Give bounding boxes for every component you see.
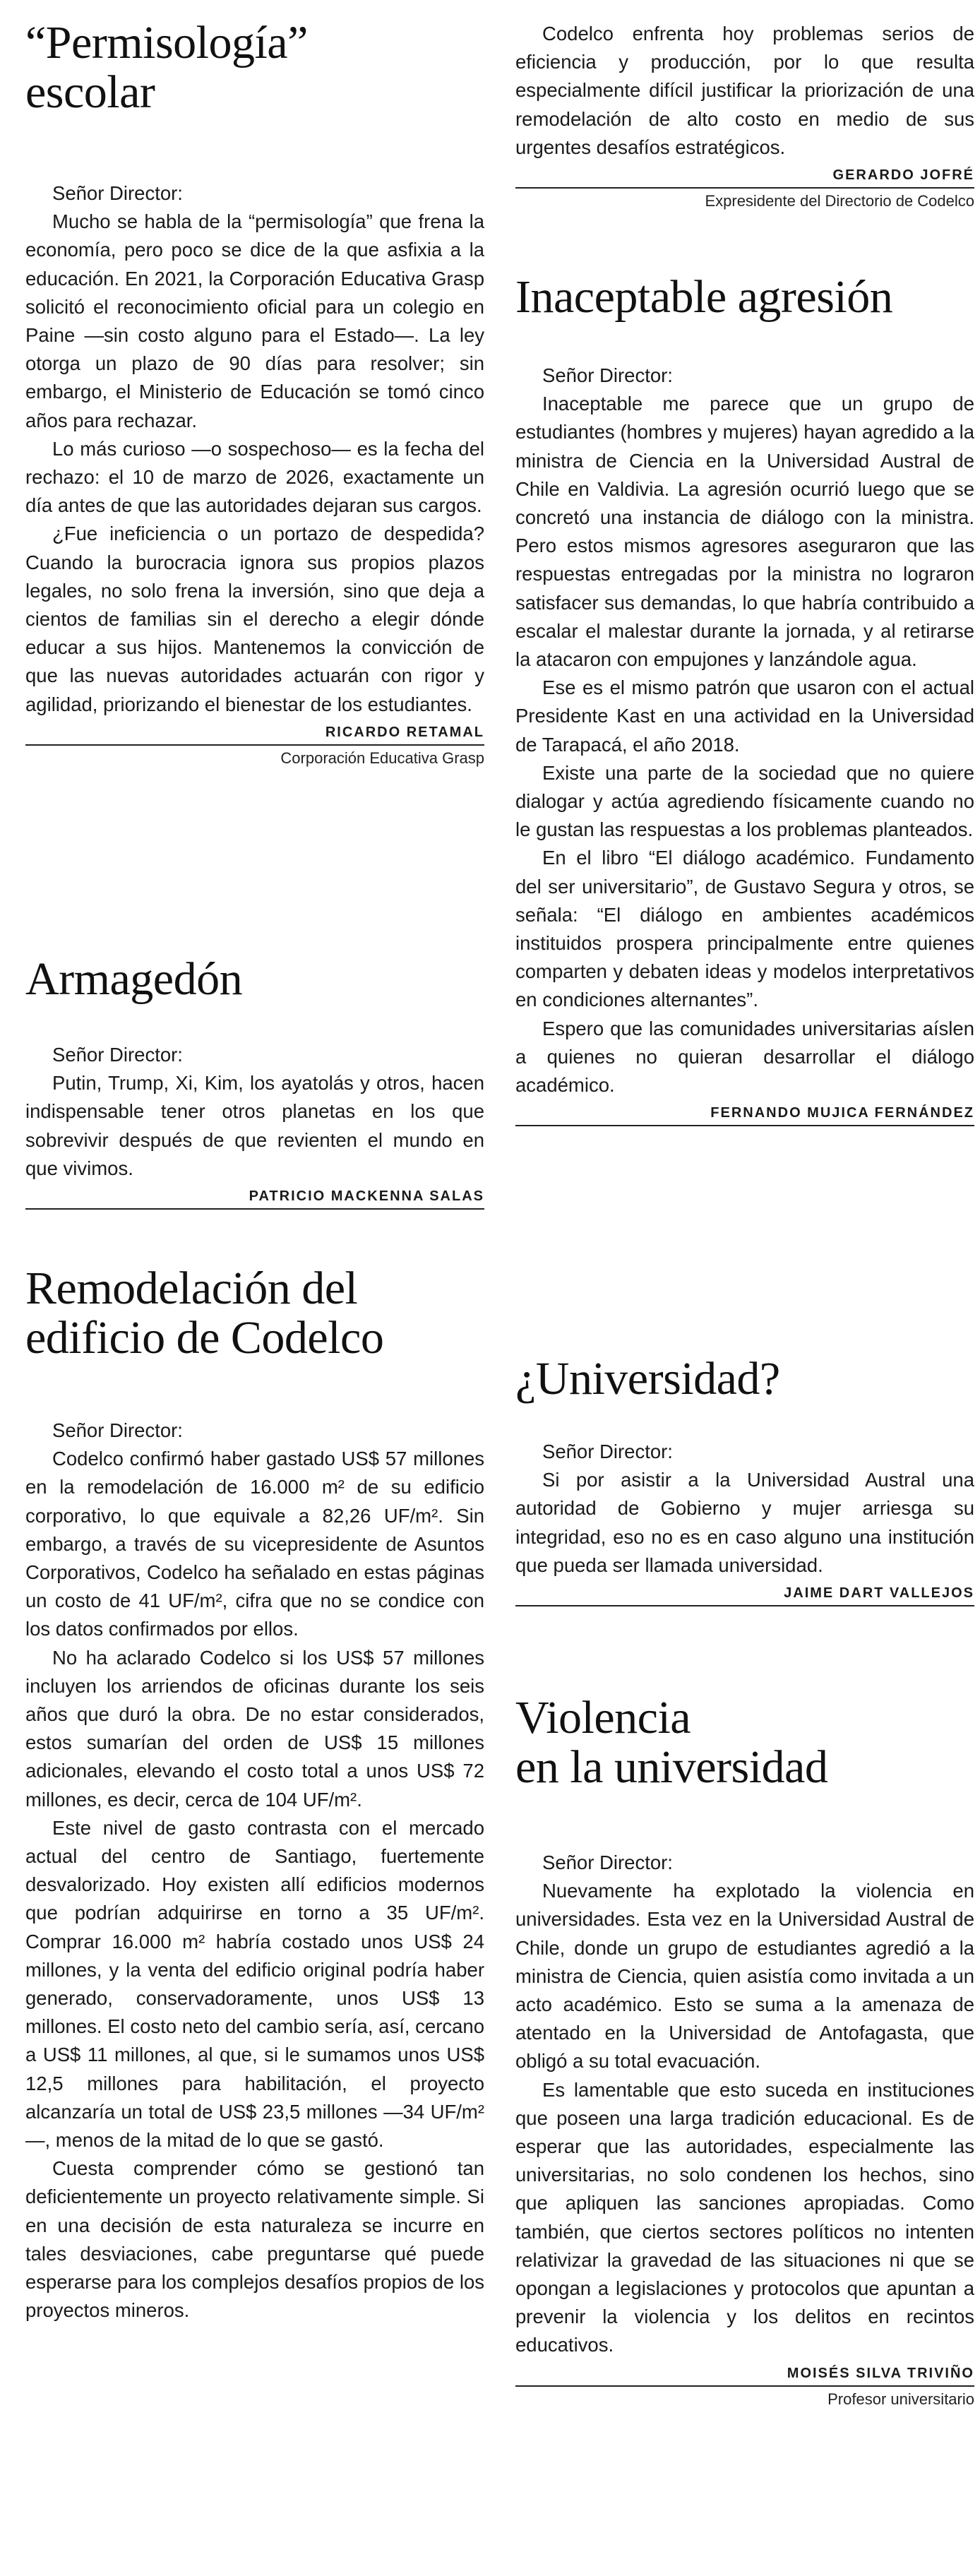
paragraph: Este nivel de gasto contrasta con el mercado actual del centro de Santiago, fuertemente desvalorizado. Hoy existen allí edificios modernos que podrían adquirirse en torno a 35 UF/m². Comprar 16.000 m² habría costado unos US$ 24 millones, y la venta del edificio original podría haber generado, conservadoramente, unos US$ 13 millones. El costo neto del cambio sería, así, cercano a US$ 11 millones, al que, si le sumamos unos US$ 12,5 millones para habilitación, el proyecto alcanzaría un total de US$ 23,5 millones —34 UF/m²—, menos de la mitad de lo que se gastó. xyxy=(25,1816,484,2152)
signature: GERARDO JOFRÉ xyxy=(515,163,974,189)
signature-role: Profesor universitario xyxy=(827,2390,974,2408)
title-line-2: escolar xyxy=(25,66,155,118)
letter-body xyxy=(515,362,974,1099)
letter-title: Inaceptable agresión xyxy=(515,271,893,323)
salutation: Señor Director: xyxy=(542,1852,673,1873)
signature: FERNANDO MUJICA FERNÁNDEZ xyxy=(515,1101,974,1126)
letter-permisologia xyxy=(25,18,484,771)
paragraph: Nuevamente ha explotado la violencia en universidades. Esta vez en la Universidad Austral de Chile, donde un grupo de estudiantes agredió a la ministra de Ciencia, quien asistía como invitada a un acto académico. Esto se suma a la amenaza de atentado en la Universidad de Antofagasta, que obligó a su total evacuación. xyxy=(515,1880,974,2073)
salutation: Señor Director: xyxy=(52,1044,183,1066)
letter-body xyxy=(515,20,974,162)
letter-armagedon xyxy=(25,955,484,1210)
paragraph: No ha aclarado Codelco si los US$ 57 millones incluyen los arriendos de oficinas durante los seis años que duró la obra. De no estar considerados, estos sumarían del orden de US$ 15 millones adicionales, elevando el costo total a unos US$ 72 millones, es decir, cerca de 104 UF/m². xyxy=(25,1646,484,1811)
letter-body xyxy=(515,1849,974,2360)
paragraph: Lo más curioso —o sospechoso— es la fecha del rechazo: el 10 de marzo de 2026, exactamente un día antes de que las autoridades dejaran sus cargos. xyxy=(25,437,484,517)
salutation: Señor Director: xyxy=(542,364,673,386)
paragraph: ¿Fue ineficiencia o un portazo de despedida? Cuando la burocracia ignora sus propios plazos legales, no solo frena la inversión, sino que deja a cientos de familias sin el derecho a elegir dónde educar a sus hijos. Mantenemos la convicción de que las nuevas autoridades actuarán con rigor y agilidad, priorizando el bienestar de los estudiantes. xyxy=(25,523,484,715)
letter-title: ¿Universidad? xyxy=(515,1353,780,1405)
letter-body xyxy=(25,1041,484,1183)
paragraph: Putin, Trump, Xi, Kim, los ayatolás y otros, hacen indispensable tener otros planetas en los que sobrevivir después de que revienten el mundo en que vivimos. xyxy=(25,1072,484,1179)
signature-role: Corporación Educativa Grasp xyxy=(280,749,484,767)
letter-title xyxy=(25,18,484,117)
paragraph: Codelco enfrenta hoy problemas serios de eficiencia y producción, por lo que resulta especialmente difícil justificar la priorización de una remodelación de alto costo en medio de sus urgentes desafíos estratégicos. xyxy=(515,23,974,158)
signature: JAIME DART VALLEJOS xyxy=(515,1581,974,1606)
signature: MOISÉS SILVA TRIVIÑO xyxy=(515,2361,974,2387)
paragraph: Espero que las comunidades universitarias aíslen a quienes no quieran desarrollar el diálogo académico. xyxy=(515,1017,974,1097)
letter-title: Armagedón xyxy=(25,953,243,1005)
paragraph: Inaceptable me parece que un grupo de estudiantes (hombres y mujeres) hayan agredido a la ministra de Ciencia en la Universidad Austral de Chile en Valdivia. La agresión ocurrió luego que se concretó una instancia de diálogo con la ministra. Pero estos mismos agresores aseguraron que las respuestas entregadas por la ministra no lograron satisfacer sus demandas, lo que habría contribuido a escalar el malestar durante la jornada, y al retirarse la atacaron con empujones y lanzándole agua. xyxy=(515,393,974,671)
title-line-2: edificio de Codelco xyxy=(25,1312,384,1364)
paragraph: En el libro “El diálogo académico. Fundamento del ser universitario”, de Gustavo Segura y otros, se señala: “El diálogo en ambientes académicos instituidos prospera principalmente entre quienes comparten y debaten ideas y modelos interpretativos en condiciones alternantes”. xyxy=(515,847,974,1011)
letter-body xyxy=(515,1438,974,1580)
paragraph: Codelco confirmó haber gastado US$ 57 millones en la remodelación de 16.000 m² de su edificio corporativo, lo que equivale a 82,26 UF/m². Sin embargo, a través de su vicepresidente de Asuntos Corporativos, Codelco ha señalado en estas páginas un costo de 41 UF/m², cifra que no se condice con los datos confirmados por ellos. xyxy=(25,1448,484,1640)
title-line-1: Remodelación del xyxy=(25,1263,358,1314)
salutation: Señor Director: xyxy=(542,1441,673,1462)
paragraph: Cuesta comprender cómo se gestionó tan deficientemente un proyecto relativamente simple. Si en una decisión de esta naturaleza se incurre en tales desviaciones, cabe preguntarse qué puede esperarse para los complejos desafíos propios de los proyectos mineros. xyxy=(25,2157,484,2322)
paragraph: Ese es el mismo patrón que usaron con el actual Presidente Kast en una actividad en la Universidad de Tarapacá, el año 2018. xyxy=(515,676,974,756)
signature-role: Expresidente del Directorio de Codelco xyxy=(705,192,974,210)
letter-inaceptable xyxy=(515,273,974,1126)
letter-codelco xyxy=(25,1264,484,2325)
paragraph: Mucho se habla de la “permisología” que frena la economía, pero poco se dice de la que asfixia a la educación. En 2021, la Corporación Educativa Grasp solicitó el reconocimiento oficial para un colegio en Paine —sin costo alguno para el Estado—. La ley otorga un plazo de 90 días para resolver; sin embargo, el Ministerio de Educación se tomó cinco años para rechazar. xyxy=(25,210,484,431)
letter-codelco-continued xyxy=(515,20,974,214)
paragraph: Existe una parte de la sociedad que no quiere dialogar y actúa agrediendo físicamente cuando no le gustan las respuestas a los problemas planteados. xyxy=(515,761,974,841)
letter-body xyxy=(25,179,484,719)
signature: RICARDO RETAMAL xyxy=(25,720,484,746)
signature: PATRICIO MACKENNA SALAS xyxy=(25,1184,484,1210)
salutation: Señor Director: xyxy=(52,182,183,204)
paragraph: Es lamentable que esto suceda en instituciones que poseen una larga tradición educacional. Es de esperar que las autoridades, especialmente las universitarias, no solo condenen los hechos, sino que apliquen las sanciones apropiadas. Como también, que ciertos sectores políticos no intenten relativizar la gravedad de las situaciones ni que se opongan a legislaciones y protocolos que apuntan a prevenir la violencia y los delitos en recintos educativos. xyxy=(515,2078,974,2356)
letter-title xyxy=(515,1693,974,1792)
letter-violencia xyxy=(515,1693,974,2412)
paragraph: Si por asistir a la Universidad Austral una autoridad de Gobierno y mujer arriesga su integridad, eso no es en caso alguno una institución que pueda ser llamada universidad. xyxy=(515,1469,974,1576)
letter-title xyxy=(25,1264,484,1363)
letter-body xyxy=(25,1417,484,2325)
title-line-1: Violencia xyxy=(515,1692,691,1743)
letter-universidad xyxy=(515,1354,974,1606)
salutation: Señor Director: xyxy=(52,1419,183,1441)
title-line-2: en la universidad xyxy=(515,1741,828,1793)
title-line-1: “Permisología” xyxy=(25,17,308,68)
